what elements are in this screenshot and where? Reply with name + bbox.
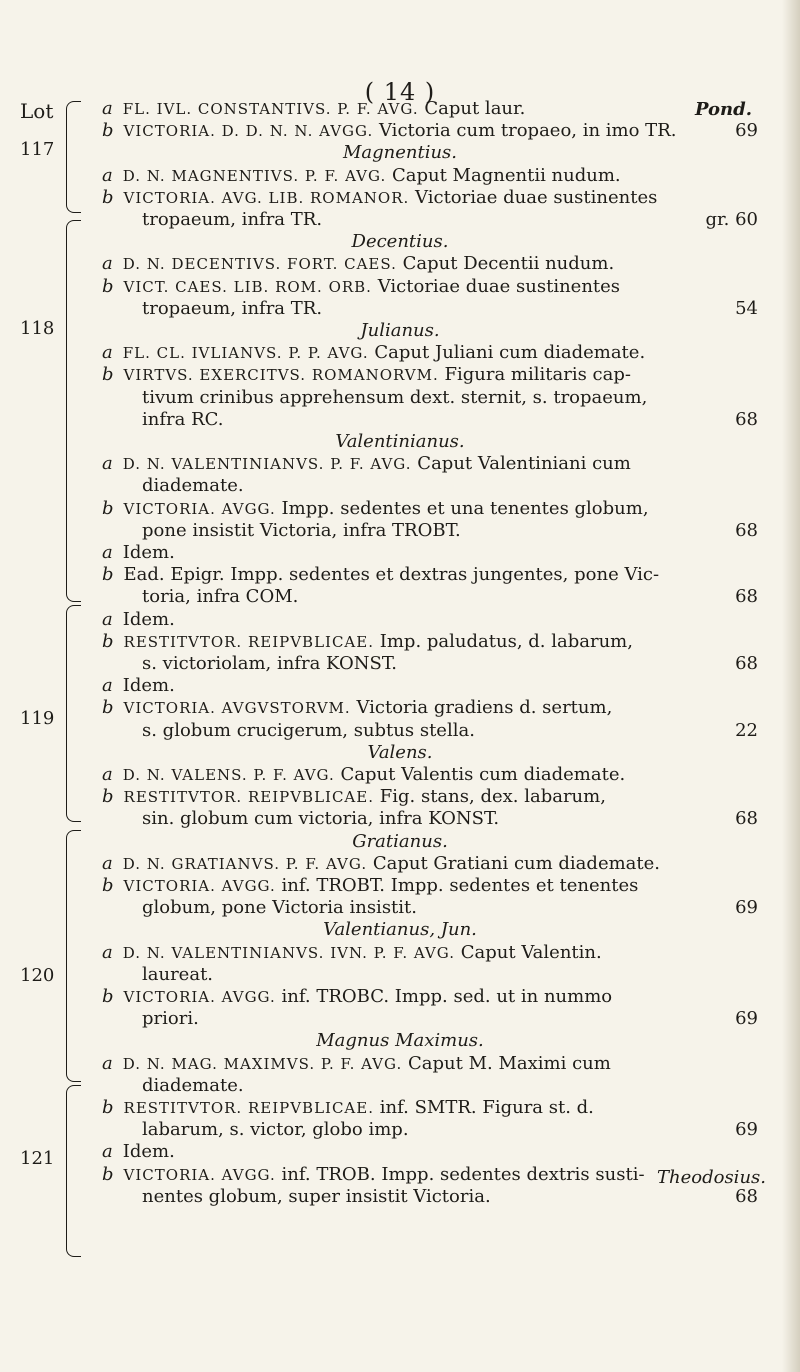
coin-entry-line (102, 97, 762, 121)
coin-legend: VICTORIA. AVGVSTORVM. (123, 699, 357, 718)
coin-legend: D. N. GRATIANVS. P. F. AVG. (122, 854, 373, 873)
coin-entry-line (102, 630, 762, 654)
coin-legend: D. N. MAG. MAXIMVS. P. F. AVG. (122, 1054, 409, 1073)
lot-brace (66, 220, 81, 602)
weight-value: gr. 60 (705, 209, 758, 230)
weight-value: 68 (735, 1185, 758, 1207)
entry-continuation: s. globum crucigerum, subtus stella. (142, 719, 475, 741)
coin-legend: D. N. VALENTINIANVS. IVN. P. F. AVG. (122, 943, 461, 962)
entry-continuation: infra RC. (142, 408, 224, 430)
coin-legend: VIRTVS. EXERCITVS. ROMANORVM. (123, 366, 445, 385)
coin-description: inf. TROBT. Impp. sedentes et tenentes (281, 875, 639, 896)
coin-description: Victoria gradiens d. sertum, (356, 697, 613, 719)
weight-value: 22 (735, 719, 758, 741)
coin-legend: VICTORIA. AVGG. (123, 1165, 282, 1184)
header-lot: Lot (20, 99, 54, 123)
coin-legend: FL. IVL. CONSTANTIVS. P. F. AVG. (122, 100, 425, 118)
coin-entry-line (102, 119, 762, 143)
coin-description: Caput laur. (424, 98, 526, 119)
emperor-heading: Magnentius. (342, 142, 458, 164)
coin-description: Idem. (122, 675, 175, 697)
weight-value: 54 (735, 297, 758, 319)
coin-description: Fig. stans, dex. labarum, (379, 786, 606, 808)
coin-entry-line (102, 541, 762, 565)
side-label: b (102, 630, 114, 652)
coin-entry-line (102, 452, 762, 476)
coin-legend: RESTITVTOR. REIPVBLICAE. (123, 788, 380, 807)
side-label: a (102, 1141, 113, 1163)
coin-legend: VICTORIA. AVGG. (123, 877, 282, 895)
coin-entry-line (102, 275, 762, 299)
weight-value: 68 (735, 586, 758, 608)
coin-description: Victoriae duae sustinentes (415, 186, 658, 208)
entry-continuation: pone insistit Victoria, infra TROBT. (142, 519, 461, 541)
coin-description: inf. TROBC. Impp. sed. ut in nummo (281, 986, 613, 1007)
coin-legend: VICTORIA. AVG. LIB. ROMANOR. (123, 188, 416, 207)
lot-brace (66, 1085, 81, 1257)
emperor-heading: Valentinianus. (335, 431, 465, 452)
weight-value: 68 (735, 808, 758, 830)
coin-legend: VICT. CAES. LIB. ROM. ORB. (123, 277, 378, 296)
side-label: b (102, 275, 114, 297)
side-label: b (102, 364, 114, 386)
lot-number: 120 (20, 965, 55, 986)
side-label: a (102, 675, 113, 697)
coin-entry-line (102, 186, 762, 210)
page-edge (782, 0, 800, 1372)
entry-continuation: globum, pone Victoria insistit. (142, 897, 418, 919)
weight-value: 69 (735, 897, 758, 919)
entry-continuation: priori. (142, 1008, 199, 1030)
coin-description: Caput Gratiani cum diademate. (372, 852, 660, 874)
coin-entry-line (102, 341, 762, 365)
emperor-heading: Gratianus. (352, 830, 448, 852)
coin-description: Caput Valentiniani cum (417, 453, 631, 475)
coin-entry-line (102, 696, 762, 720)
side-label: b (102, 497, 114, 519)
side-label: a (102, 453, 113, 475)
side-label: a (102, 941, 113, 963)
coin-entry-line (102, 674, 762, 698)
lot-number: 118 (20, 318, 55, 339)
coin-description: Idem. (122, 542, 175, 563)
entry-continuation: diademate. (142, 475, 244, 497)
entry-continuation: laureat. (142, 963, 214, 985)
page-number: ( 14 ) (364, 78, 436, 106)
emperor-heading: Julianus. (360, 320, 440, 341)
side-label: a (102, 764, 113, 785)
side-label: b (102, 120, 114, 142)
coin-entry-line (102, 763, 762, 787)
coin-description: Caput Valentin. (460, 941, 602, 963)
coin-entry-line (102, 563, 762, 587)
coin-entry-line (102, 874, 762, 898)
lot-number: 121 (20, 1148, 55, 1169)
entry-continuation: diademate. (142, 1074, 244, 1096)
coin-legend: VICTORIA. AVGG. (123, 499, 282, 518)
coin-legend: RESTITVTOR. REIPVBLICAE. (123, 1099, 380, 1117)
coin-entry-line (102, 497, 762, 521)
side-label: b (102, 697, 114, 719)
coin-description: Idem. (122, 608, 175, 630)
coin-description: Ead. Epigr. Impp. sedentes et dextras jungentes, pone Vic- (123, 564, 660, 586)
coin-entry-line (102, 1052, 762, 1076)
entry-continuation: toria, infra COM. (142, 586, 299, 608)
coin-description: inf. SMTR. Figura st. d. (379, 1097, 594, 1118)
coin-entry-line (102, 1140, 762, 1164)
coin-description: Figura militaris cap- (444, 364, 631, 386)
coin-entry-line (102, 252, 762, 276)
coin-legend: RESTITVTOR. REIPVBLICAE. (123, 632, 380, 651)
side-label: b (102, 186, 114, 208)
coin-legend: VICTORIA. D. D. N. N. AVGG. (123, 122, 379, 141)
weight-value: 68 (735, 408, 758, 430)
entry-continuation: labarum, s. victor, globo imp. (142, 1119, 409, 1141)
side-label: a (102, 253, 113, 275)
emperor-heading: Valentianus, Jun. (323, 919, 477, 941)
emperor-heading: Magnus Maximus. (316, 1030, 484, 1052)
side-label: a (102, 608, 113, 630)
weight-value: 69 (735, 1119, 758, 1141)
side-label: b (102, 564, 114, 586)
coin-description: inf. TROB. Impp. sedentes dextris susti- (281, 1163, 645, 1185)
coin-description: Caput Magnentii nudum. (391, 164, 621, 186)
emperor-heading: Decentius. (351, 231, 449, 253)
coin-description: Imp. paludatus, d. labarum, (379, 630, 633, 652)
side-label: b (102, 986, 114, 1007)
coin-entry-line (102, 608, 762, 632)
coin-legend: D. N. VALENTINIANVS. P. F. AVG. (122, 455, 418, 474)
header-pond: Pond. (695, 99, 752, 120)
coin-entry-line (102, 1096, 762, 1120)
coin-legend: VICTORIA. AVGG. (123, 988, 282, 1006)
coin-description: Idem. (122, 1141, 175, 1163)
coin-description: Caput Valentis cum diademate. (340, 764, 626, 785)
coin-entry-line (102, 785, 762, 809)
coin-entry-line (102, 363, 762, 387)
coin-description: Victoria cum tropaeo, in imo TR. (379, 120, 677, 142)
coin-description: Caput Juliani cum diademate. (374, 342, 646, 364)
coin-legend: D. N. DECENTIVS. FORT. CAES. (122, 255, 403, 274)
lot-number: 117 (20, 139, 55, 160)
coin-entry-line (102, 941, 762, 965)
side-label: b (102, 875, 114, 896)
entry-continuation: tropaeum, infra TR. (142, 209, 323, 230)
side-label: a (102, 542, 113, 563)
coin-entry-line (102, 985, 762, 1009)
entry-continuation: tropaeum, infra TR. (142, 297, 323, 319)
side-label: b (102, 1163, 114, 1185)
side-label: a (102, 342, 113, 364)
coin-description: Impp. sedentes et una tenentes globum, (281, 497, 649, 519)
weight-value: 69 (735, 1008, 758, 1030)
coin-legend: D. N. VALENS. P. F. AVG. (122, 766, 341, 784)
side-label: a (102, 164, 113, 186)
entry-continuation: s. victoriolam, infra KONST. (142, 653, 397, 674)
coin-entry-line (102, 164, 762, 188)
weight-value: 69 (735, 120, 758, 142)
catchword: Theodosius. (657, 1167, 766, 1188)
coin-description: Victoriae duae sustinentes (377, 275, 621, 297)
coin-entry-line (102, 852, 762, 876)
entry-continuation: tivum crinibus apprehensum dext. sternit, s. tropaeum, (142, 386, 648, 408)
side-label: b (102, 786, 114, 808)
coin-legend: D. N. MAGNENTIVS. P. F. AVG. (122, 166, 392, 185)
entry-continuation: sin. globum cum victoria, infra KONST. (142, 808, 500, 830)
entry-continuation: nentes globum, super insistit Victoria. (142, 1185, 491, 1207)
side-label: b (102, 1097, 114, 1118)
side-label: a (102, 1052, 113, 1074)
weight-value: 68 (735, 653, 758, 674)
weight-value: 68 (735, 519, 758, 541)
lot-number: 119 (20, 708, 55, 729)
coin-legend: FL. CL. IVLIANVS. P. P. AVG. (122, 344, 375, 363)
lot-brace (66, 605, 81, 822)
coin-description: Caput Decentii nudum. (402, 253, 615, 275)
side-label: a (102, 852, 113, 874)
side-label: a (102, 98, 113, 119)
emperor-heading: Valens. (367, 741, 433, 763)
coin-description: Caput M. Maximi cum (408, 1052, 611, 1074)
